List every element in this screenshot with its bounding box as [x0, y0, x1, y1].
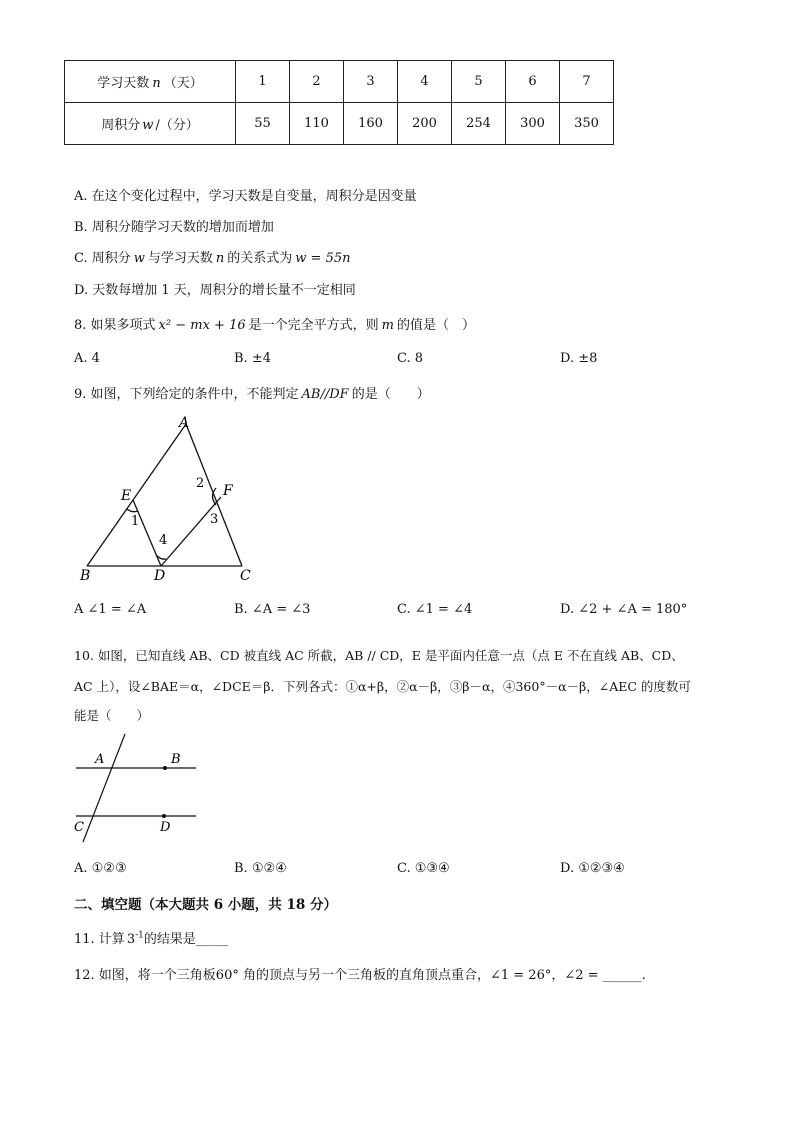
q8-option-c: C. 8 [397, 351, 424, 366]
table-row-days [65, 61, 614, 103]
label-e: E [121, 488, 132, 504]
table-cell: 3 [344, 61, 398, 103]
section-title: 二、填空题（本大题共 6 小题，共 18 分） [74, 897, 337, 913]
label-b: B [80, 568, 91, 584]
segment-ab [87, 424, 186, 566]
table-cell: 4 [398, 61, 452, 103]
q7-option-a: A. 在这个变化过程中，学习天数是自变量，周积分是因变量 [74, 189, 417, 204]
q7-option-b: B. 周积分随学习天数的增加而增加 [74, 220, 274, 235]
q8-option-a: A. 4 [74, 351, 100, 366]
table-row-scores [65, 103, 614, 145]
q9-triangle-figure [70, 410, 270, 585]
table-cell: 300 [506, 103, 560, 145]
angle-label-1: 1 [131, 514, 140, 529]
table-cell: 160 [344, 103, 398, 145]
q8-option-b: B. ±4 [234, 351, 271, 366]
q7-option-c: C. 周积分 w 与学习天数 n 的关系式为 w = 55n [74, 251, 351, 266]
label-c: C [74, 820, 84, 835]
transversal-ac [83, 734, 125, 842]
table-cell: 55 [236, 103, 290, 145]
q9-option-b: B. ∠A = ∠3 [234, 602, 311, 617]
table-cell: 350 [560, 103, 614, 145]
label-d: D [160, 820, 171, 835]
q9-option-a: A ∠1 = ∠A [74, 602, 147, 617]
table-cell: 200 [398, 103, 452, 145]
row-header-scores: 周积分 w /（分） [65, 103, 236, 145]
segment-ac [186, 424, 242, 566]
q7-option-d: D. 天数每增加 1 天，周积分的增长量不一定相同 [74, 283, 356, 298]
q10-stem-line2: AC 上），设∠BAE＝α，∠DCE＝β．下列各式：①α+β，②α－β，③β－α，④360°－α－β，∠AEC 的度数可 [74, 679, 691, 694]
label-a: A [95, 752, 105, 767]
q9-option-c: C. ∠1 = ∠4 [397, 602, 473, 617]
angle-label-3: 3 [210, 512, 219, 527]
q9-stem: 9. 如图，下列给定的条件中，不能判定 AB//DF 的是（ ） [74, 387, 430, 402]
q10-option-a: A. ①②③ [74, 861, 127, 876]
label-b: B [171, 752, 181, 767]
table-cell: 110 [290, 103, 344, 145]
q11-stem: 11. 计算 $3^{-1}$的结果是_____ [74, 930, 229, 947]
label-f: F [223, 483, 233, 499]
q10-option-c: C. ①③④ [397, 861, 450, 876]
q12-stem: 12. 如图，将一个三角板60° 角的顶点与另一个三角板的直角顶点重合，∠1 = 26°，∠2 = ______. [74, 968, 646, 983]
q9-option-d: D. ∠2 + ∠A = 180° [560, 602, 688, 617]
point-d [162, 814, 166, 818]
table-cell: 2 [290, 61, 344, 103]
table-cell: 7 [560, 61, 614, 103]
q10-stem-line3: 能是（ ） [74, 708, 150, 723]
angle-label-4: 4 [159, 533, 168, 548]
label-d: D [154, 568, 166, 584]
q8-option-d: D. ±8 [560, 351, 598, 366]
score-table [64, 60, 614, 145]
row-header-days: 学习天数 n （天） [65, 61, 236, 103]
q10-option-d: D. ①②③④ [560, 861, 625, 876]
q10-parallel-lines-figure [68, 732, 208, 847]
table-cell: 6 [506, 61, 560, 103]
point-b [163, 766, 167, 770]
q8-stem: 8. 如果多项式 x² − mx + 16 是一个完全平方式，则 m 的值是（ ） [74, 318, 475, 333]
label-c: C [240, 568, 251, 584]
table-cell: 254 [452, 103, 506, 145]
table-cell: 1 [236, 61, 290, 103]
q10-option-b: B. ①②④ [234, 861, 287, 876]
segment-df [161, 497, 221, 566]
label-a: A [179, 415, 190, 431]
q10-stem-line1: 10. 如图，已知直线 AB、CD 被直线 AC 所截，AB // CD，E 是平面内任意一点（点 E 不在直线 AB、CD、 [74, 648, 684, 663]
table-cell: 5 [452, 61, 506, 103]
angle-label-2: 2 [196, 476, 205, 491]
